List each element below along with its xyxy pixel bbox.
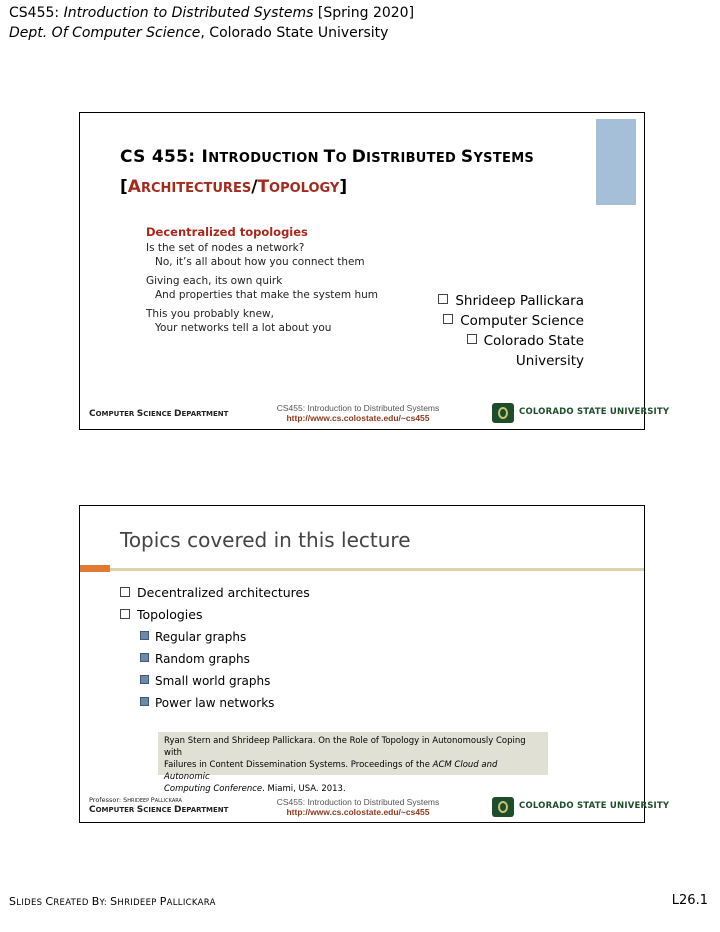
course-url-link[interactable]: http://www.cs.colostate.edu/~cs455 bbox=[286, 413, 430, 423]
page-header-line1: CS455: Introduction to Distributed Systems [Spring 2020] bbox=[9, 5, 415, 21]
poem-heading: Decentralized topologies bbox=[146, 225, 308, 239]
page-header-line2: Dept. Of Computer Science, Colorado State University bbox=[9, 25, 389, 41]
poem-line: Is the set of nodes a network? bbox=[146, 242, 305, 254]
ram-logo-icon bbox=[492, 403, 514, 423]
reference-box: Ryan Stern and Shrideep Pallickara. On the Role of Topology in Autonomously Coping with Failures in Content Dissemination Systems. Proceedings of the ACM Cloud and Autonomic Computing Conference. Miami, USA. 2013. bbox=[158, 732, 548, 775]
professor-label: Professor: SHRIDEEP PALLICKARA bbox=[89, 796, 182, 804]
bullet-square-icon bbox=[120, 587, 130, 597]
slide-title: CS 455: INTRODUCTION TO DISTRIBUTED SYSTEMS [ARCHITECTURES/TOPOLOGY] Decentralized topologies Is the set of nodes a network? No, it’s all about how you connect them Giving each, its own quirk And properties that make the system hum This you probably knew, Your networks tell a lot about you Shrideep Pallickara Computer Science Colorado State University COMPUTER SCIENCE DEPARTMENT CS455: Introduction to Distributed Systems http://www.cs.colostate.edu/~cs455 COLORADO STATE UNIVERSITY bbox=[79, 112, 645, 430]
course-footer: CS455: Introduction to Distributed Systems http://www.cs.colostate.edu/~cs455 bbox=[80, 403, 636, 423]
bullet-filled-square-icon bbox=[140, 653, 149, 662]
list-item: Decentralized architectures bbox=[120, 582, 310, 604]
title-rule bbox=[110, 568, 644, 571]
list-item: Regular graphs bbox=[120, 626, 310, 648]
poem-line: And properties that make the system hum bbox=[155, 289, 378, 301]
poem-line: No, it’s all about how you connect them bbox=[155, 256, 365, 268]
department-label: COMPUTER SCIENCE DEPARTMENT bbox=[89, 805, 229, 815]
course-url-link[interactable]: http://www.cs.colostate.edu/~cs455 bbox=[286, 807, 430, 817]
slide-topics: Topics covered in this lecture Decentralized architectures Topologies Regular graphs Random graphs Small world graphs Power law networks Ryan Stern and Shrideep Pallickara. On the Role of Topology in Autonomously Coping with Failures in Content Dissemination Systems. Proceedings of the ACM Cloud and Autonomic Computing Conference. Miami, USA. 2013. Professor: SHRIDEEP PALLICKARA COMPUTER SCIENCE DEPARTMENT CS455: Introduction to Distributed Systems http://www.cs.colostate.edu/~cs455 COLORADO STATE UNIVERSITY bbox=[79, 505, 645, 823]
slide-heading: Topics covered in this lecture bbox=[120, 528, 411, 552]
bullet-filled-square-icon bbox=[140, 675, 149, 684]
poem-line: This you probably knew, bbox=[146, 308, 274, 320]
poem-line: Your networks tell a lot about you bbox=[155, 322, 332, 334]
bullet-square-icon bbox=[120, 609, 130, 619]
bullet-square-icon bbox=[443, 314, 453, 324]
page-number: L26.1 bbox=[671, 893, 708, 908]
course-title: CS 455: INTRODUCTION TO DISTRIBUTED SYSTEMS bbox=[120, 147, 535, 167]
accent-bar bbox=[596, 119, 636, 205]
list-item: Small world graphs bbox=[120, 670, 310, 692]
bullet-square-icon bbox=[438, 294, 448, 304]
bullet-filled-square-icon bbox=[140, 631, 149, 640]
topic-list bbox=[120, 582, 310, 714]
bullet-square-icon bbox=[467, 334, 477, 344]
list-item: Topologies bbox=[120, 604, 310, 626]
title-rule-accent bbox=[80, 565, 110, 572]
list-item: Random graphs bbox=[120, 648, 310, 670]
department-label: COMPUTER SCIENCE DEPARTMENT bbox=[89, 409, 229, 419]
poem-line: Giving each, its own quirk bbox=[146, 275, 283, 287]
lecture-subtitle: [ARCHITECTURES/TOPOLOGY] bbox=[120, 177, 348, 197]
author-block: Shrideep Pallickara Computer Science Colorado State University bbox=[438, 291, 584, 371]
bullet-filled-square-icon bbox=[140, 697, 149, 706]
ram-logo-icon bbox=[492, 797, 514, 817]
list-item: Power law networks bbox=[120, 692, 310, 714]
page-footer: SLIDES CREATED BY: SHRIDEEP PALLICKARA bbox=[9, 895, 216, 908]
course-footer: CS455: Introduction to Distributed Systems http://www.cs.colostate.edu/~cs455 bbox=[80, 797, 636, 817]
poem bbox=[146, 225, 378, 335]
